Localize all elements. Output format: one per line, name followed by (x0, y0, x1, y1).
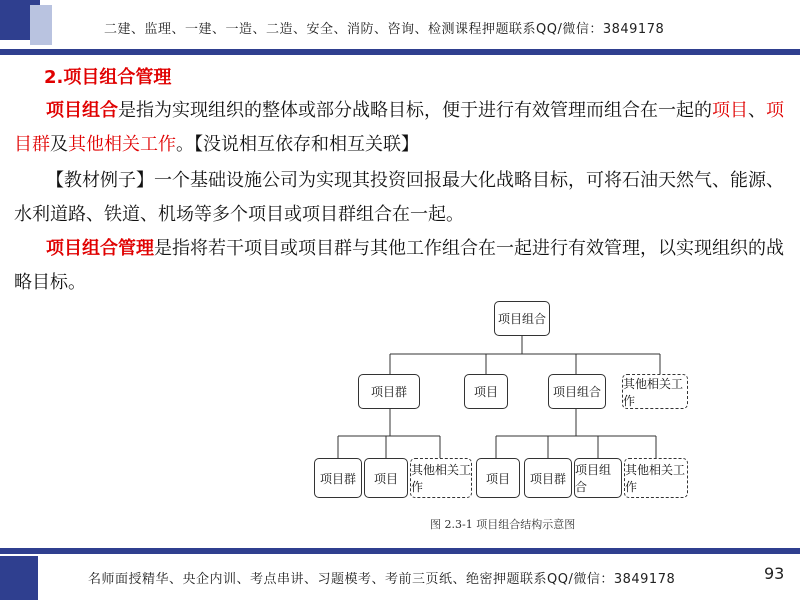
section-title: 2.项目组合管理 (44, 67, 172, 88)
page-number: 93 (764, 564, 785, 583)
node-l2-other-work: 其他相关工作 (410, 458, 472, 498)
footer-divider (0, 548, 800, 554)
node-l2-project: 项目 (364, 458, 408, 498)
footer-text: 名师面授精华、央企内训、考点串讲、习题模考、考前三页纸、绝密押题联系QQ/微信：3849178 (88, 572, 676, 587)
node-l2-project: 项目 (476, 458, 520, 498)
paragraph-example: 【教材例子】一个基础设施公司为实现其投资回报最大化战略目标，可将石油天然气、能源、水利道路、铁道、机场等多个项目或项目群组合在一起。 (14, 170, 784, 225)
node-l2-other-work: 其他相关工作 (624, 458, 688, 498)
node-l1-project: 项目 (464, 374, 508, 409)
figure-connectors (300, 296, 800, 546)
term-portfolio-management: 项目组合管理 (46, 238, 154, 259)
red-project: 项目 (712, 100, 748, 121)
footer-decoration-square (0, 556, 38, 600)
node-root-portfolio: 项目组合 (494, 301, 550, 336)
header-divider (0, 49, 800, 55)
header-text: 二建、监理、一建、一造、二造、安全、消防、咨询、检测课程押题联系QQ/微信：3849178 (104, 22, 665, 37)
node-l2-program: 项目群 (524, 458, 572, 498)
para1-sep1: 、 (748, 100, 766, 121)
para1-sep2: 及 (50, 134, 68, 155)
node-l1-portfolio: 项目组合 (548, 374, 606, 409)
portfolio-structure-figure (300, 296, 800, 546)
header-decoration-square-light (30, 5, 52, 45)
paragraph-definition (14, 94, 784, 162)
node-l2-program: 项目群 (314, 458, 362, 498)
para1-text2: 。【没说相互依存和相互关联】 (176, 134, 419, 155)
figure-caption: 图 2.3-1 项目组合结构示意图 (430, 518, 576, 531)
node-l2-portfolio: 项目组合 (574, 458, 622, 498)
para3-text: 是指将若干项目或项目群与其他工作组合在一起进行有效管理，以实现组织的战略目标。 (14, 238, 784, 293)
term-project-portfolio: 项目组合 (46, 100, 118, 121)
para1-text1: 是指为实现组织的整体或部分战略目标，便于进行有效管理而组合在一起的 (118, 100, 712, 121)
paragraph-portfolio-management (14, 232, 784, 300)
red-other-work: 其他相关工作 (68, 134, 176, 155)
node-l1-other-work: 其他相关工作 (622, 374, 688, 409)
red-program: 项目群 (14, 100, 784, 155)
node-l1-program: 项目群 (358, 374, 420, 409)
